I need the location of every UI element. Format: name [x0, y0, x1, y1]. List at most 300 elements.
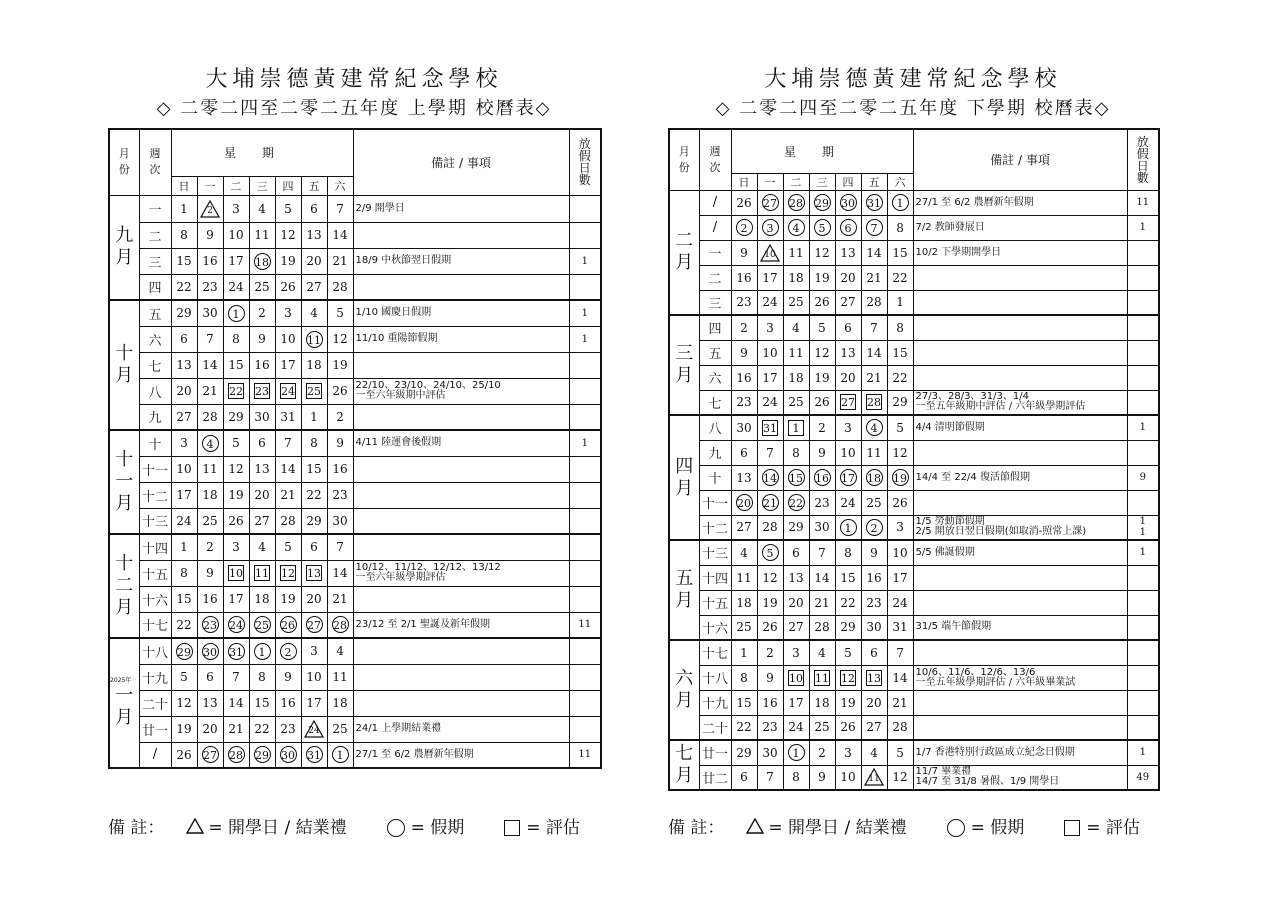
day-cell	[197, 248, 223, 274]
day-number: 19	[176, 722, 192, 736]
note-cell	[353, 690, 569, 716]
day-number: 23	[736, 395, 752, 410]
day-number: 21	[892, 695, 908, 710]
table-row	[109, 508, 601, 534]
table-row	[109, 638, 601, 664]
holiday-circle-mark: 6	[840, 219, 857, 236]
header-weekday-group: 星期	[731, 129, 913, 173]
day-cell	[757, 415, 783, 440]
day-cell	[171, 300, 197, 326]
day-cell	[197, 664, 223, 690]
day-cell	[275, 222, 301, 248]
day-cell	[301, 690, 327, 716]
day-number: 29	[228, 409, 244, 424]
day-number: 31	[892, 620, 908, 635]
day-cell	[757, 565, 783, 590]
day-number: 18	[814, 695, 830, 710]
day-cell	[757, 615, 783, 640]
day-cell	[731, 465, 757, 490]
table-row	[669, 515, 1159, 540]
note-cell	[913, 390, 1127, 415]
day-number: 15	[254, 696, 270, 710]
holiday-circle-mark: 2	[866, 519, 883, 536]
day-cell	[861, 515, 887, 540]
table-row	[669, 740, 1159, 765]
day-number: 6	[870, 645, 878, 660]
holiday-circle-mark: 4	[202, 435, 219, 452]
note-cell	[913, 440, 1127, 465]
assessment-square-mark: 1	[788, 420, 804, 436]
holiday-circle-mark: 1	[892, 194, 909, 211]
day-number: 5	[336, 306, 344, 321]
month-label: 二 月	[675, 230, 694, 274]
day-number: 7	[766, 770, 774, 785]
month-label: 十 一 月	[115, 449, 134, 514]
holiday-count	[1127, 640, 1159, 665]
year-label: 2025年	[110, 677, 132, 684]
assessment-square-mark: 28	[867, 396, 881, 410]
day-cell	[223, 612, 249, 638]
day-cell	[223, 195, 249, 222]
calendar-subtitle: ◇ 二零二四至二零二五年度 下學期 校曆表◇	[715, 98, 1111, 119]
day-cell	[171, 195, 197, 222]
day-cell	[861, 690, 887, 715]
day-number: 25	[814, 720, 830, 735]
week-number: 三	[139, 248, 171, 274]
month-cell	[109, 430, 139, 534]
day-cell	[731, 365, 757, 390]
day-number: 29	[840, 620, 856, 635]
week-number: 十九	[699, 690, 731, 715]
day-cell	[171, 560, 197, 586]
assessment-square-mark: 27	[841, 396, 855, 410]
holiday-count	[1127, 240, 1159, 265]
day-cell	[861, 640, 887, 665]
day-number: 9	[336, 436, 344, 451]
week-number: 十七	[139, 612, 171, 638]
note-cell	[913, 265, 1127, 290]
day-cell	[171, 716, 197, 742]
holiday-count-value: 11	[1136, 197, 1150, 208]
day-cell	[835, 290, 861, 315]
week-number: 廿一	[139, 716, 171, 742]
day-number: 14	[332, 228, 348, 242]
holiday-circle-mark: 29	[176, 643, 193, 660]
day-cell	[861, 465, 887, 490]
day-cell	[301, 482, 327, 508]
day-number: 14	[814, 570, 830, 585]
table-row	[669, 365, 1159, 390]
day-number: 16	[736, 270, 752, 285]
day-cell	[835, 515, 861, 540]
day-number: 30	[254, 409, 270, 424]
header-month: 月 份	[109, 129, 139, 195]
day-cell	[223, 586, 249, 612]
assessment-square-mark: 24	[281, 385, 295, 398]
day-cell	[835, 465, 861, 490]
day-cell	[887, 290, 913, 315]
table-row	[109, 586, 601, 612]
day-cell	[197, 404, 223, 430]
day-cell	[171, 404, 197, 430]
day-cell	[275, 508, 301, 534]
day-number: 27	[788, 620, 804, 635]
day-cell	[171, 612, 197, 638]
day-cell	[327, 638, 353, 664]
holiday-circle-mark: 11	[306, 331, 323, 348]
day-cell	[249, 248, 275, 274]
holiday-count-value: 1	[1139, 516, 1146, 528]
day-cell	[757, 640, 783, 665]
day-number: 27	[736, 520, 752, 535]
day-number: 12	[892, 770, 908, 785]
day-cell	[783, 365, 809, 390]
day-cell	[809, 615, 835, 640]
note-cell	[913, 640, 1127, 665]
day-cell	[327, 560, 353, 586]
month-cell	[109, 534, 139, 638]
day-cell	[275, 274, 301, 300]
note-text: 7/2 教師發展日	[915, 221, 985, 233]
day-cell	[171, 482, 197, 508]
week-number: 十一	[699, 490, 731, 515]
week-number: 二	[699, 265, 731, 290]
table-row	[109, 534, 601, 560]
day-cell	[731, 215, 757, 240]
day-cell	[249, 534, 275, 560]
note-cell	[353, 378, 569, 404]
day-cell	[835, 190, 861, 215]
day-cell	[275, 352, 301, 378]
day-cell	[861, 665, 887, 690]
day-number: 1	[896, 295, 904, 310]
day-number: 15	[176, 592, 192, 606]
weekday-header: 一	[197, 176, 223, 195]
day-cell	[275, 195, 301, 222]
day-cell	[731, 665, 757, 690]
holiday-count	[569, 534, 601, 560]
week-number: 十四	[699, 565, 731, 590]
holiday-count-value: 1	[581, 307, 588, 319]
day-number: 16	[280, 696, 296, 710]
holiday-count-value: 1	[581, 437, 588, 449]
day-cell	[731, 740, 757, 765]
day-number: 7	[336, 201, 344, 216]
day-number: 20	[840, 270, 856, 285]
day-number: 28	[332, 279, 348, 294]
holiday-count	[1127, 415, 1159, 440]
note-cell	[353, 482, 569, 508]
holiday-count	[569, 716, 601, 742]
day-cell	[861, 440, 887, 465]
day-number: 20	[840, 370, 856, 385]
day-cell	[197, 742, 223, 768]
holiday-count	[569, 300, 601, 326]
day-cell	[327, 352, 353, 378]
day-number: 16	[254, 358, 270, 372]
table-row	[669, 240, 1159, 265]
week-number: 十三	[139, 508, 171, 534]
table-row	[109, 326, 601, 352]
holiday-circle-mark: 31	[306, 746, 323, 763]
week-number: 十六	[139, 586, 171, 612]
day-cell	[861, 240, 887, 265]
day-cell	[783, 190, 809, 215]
day-cell	[757, 290, 783, 315]
day-cell	[327, 404, 353, 430]
table-row	[669, 290, 1159, 315]
legend-triangle-text: = 開學日 / 結業禮	[768, 818, 907, 838]
day-cell	[223, 690, 249, 716]
day-number: 12	[176, 696, 192, 710]
day-number: 19	[814, 370, 830, 385]
day-number: 24	[308, 726, 320, 736]
day-number: 3	[896, 520, 904, 535]
day-number: 10	[840, 445, 856, 460]
day-cell	[301, 326, 327, 352]
day-cell	[757, 765, 783, 790]
note-text: 4/11 陸運會後假期	[355, 437, 442, 449]
day-cell	[783, 715, 809, 740]
day-cell	[783, 590, 809, 615]
day-cell	[757, 715, 783, 740]
holiday-circle-mark: 7	[866, 219, 883, 236]
day-number: 22	[892, 370, 908, 385]
holiday-count	[569, 586, 601, 612]
day-cell	[783, 615, 809, 640]
day-number: 9	[740, 245, 748, 260]
table-row	[109, 222, 601, 248]
note-text: 10/2 下學期開學日	[915, 246, 1002, 258]
calendar-subtitle: ◇ 二零二四至二零二五年度 上學期 校曆表◇	[156, 98, 552, 119]
week-number: 三	[699, 290, 731, 315]
day-number: 18	[736, 595, 752, 610]
day-number: 26	[228, 513, 244, 528]
note-text: 10/6、11/6、12/6、13/6	[915, 666, 1036, 678]
day-cell	[223, 534, 249, 560]
day-cell	[249, 638, 275, 664]
day-number: 4	[310, 306, 318, 321]
day-cell	[731, 640, 757, 665]
day-cell	[887, 565, 913, 590]
circle-icon	[947, 819, 965, 837]
week-number: 廿一	[699, 740, 731, 765]
day-cell	[835, 590, 861, 615]
day-number: 12	[332, 332, 348, 346]
day-cell	[783, 265, 809, 290]
note-cell	[353, 560, 569, 586]
day-cell	[327, 534, 353, 560]
note-cell	[353, 430, 569, 456]
day-number: 24	[840, 495, 856, 510]
day-cell	[731, 540, 757, 565]
day-number: 11	[332, 670, 348, 684]
holiday-count	[569, 664, 601, 690]
day-cell	[171, 456, 197, 482]
day-cell	[861, 565, 887, 590]
table-row	[669, 765, 1159, 790]
day-cell	[223, 404, 249, 430]
day-cell	[783, 340, 809, 365]
day-cell	[223, 482, 249, 508]
day-cell	[275, 534, 301, 560]
day-cell	[835, 390, 861, 415]
day-number: 3	[766, 320, 774, 335]
day-cell	[731, 615, 757, 640]
day-number: 6	[206, 670, 214, 684]
day-cell	[301, 404, 327, 430]
week-number: 十五	[699, 590, 731, 615]
day-number: 10	[840, 770, 856, 785]
day-number: 11	[736, 570, 752, 585]
day-cell	[275, 300, 301, 326]
note-cell	[913, 590, 1127, 615]
note-text: 11/10 重陽節假期	[355, 333, 438, 344]
day-number: 20	[202, 722, 218, 736]
day-number: 14	[202, 358, 218, 372]
week-number: 八	[139, 378, 171, 404]
day-cell	[731, 590, 757, 615]
note-cell	[353, 664, 569, 690]
day-cell	[327, 326, 353, 352]
day-number: 13	[736, 470, 752, 485]
day-number: 4	[336, 644, 344, 659]
holiday-count-value: 1	[1139, 527, 1146, 539]
day-cell	[327, 508, 353, 534]
note-text: 14/7 至 31/8 暑假、1/9 開學日	[915, 776, 1060, 788]
day-cell	[275, 664, 301, 690]
day-number: 25	[332, 722, 348, 736]
day-cell	[327, 430, 353, 456]
day-cell	[249, 560, 275, 586]
day-number: 30	[866, 620, 882, 635]
day-cell	[757, 490, 783, 515]
day-number: 24	[762, 295, 778, 310]
day-cell	[835, 440, 861, 465]
week-number: 廿二	[699, 765, 731, 790]
header-holidays: 放 假 日 數	[1127, 129, 1159, 190]
day-cell	[327, 612, 353, 638]
day-cell	[327, 716, 353, 742]
week-number: /	[699, 190, 731, 215]
day-cell	[197, 430, 223, 456]
note-text: 一至五年級學期評估 / 六年級畢業試	[915, 676, 1076, 688]
table-row	[109, 248, 601, 274]
day-number: 11	[254, 228, 270, 242]
table-row	[109, 742, 601, 768]
day-number: 9	[258, 332, 266, 346]
note-text: 22/10、23/10、24/10、25/10	[355, 380, 501, 391]
day-number: 8	[896, 320, 904, 335]
day-number: 31	[280, 409, 296, 424]
day-number: 9	[284, 670, 292, 684]
day-number: 10	[176, 462, 192, 476]
legend-label: 備 註：	[668, 818, 725, 838]
day-cell	[731, 290, 757, 315]
day-number: 30	[814, 520, 830, 535]
day-number: 1	[180, 540, 188, 555]
calendar-table	[668, 128, 1160, 791]
day-number: 23	[736, 295, 752, 310]
week-number: 十三	[699, 540, 731, 565]
holiday-count	[1127, 590, 1159, 615]
day-cell	[887, 215, 913, 240]
note-text: 1/5 勞動節假期	[915, 516, 985, 528]
day-number: 17	[176, 488, 192, 502]
day-cell	[275, 742, 301, 768]
day-cell	[861, 215, 887, 240]
holiday-count	[569, 195, 601, 222]
week-number: 四	[699, 315, 731, 340]
table-row	[669, 465, 1159, 490]
week-number: 六	[139, 326, 171, 352]
day-cell	[171, 378, 197, 404]
day-number: 7	[896, 645, 904, 660]
day-cell	[783, 515, 809, 540]
week-number: 十二	[699, 515, 731, 540]
day-cell	[171, 586, 197, 612]
holiday-circle-mark: 27	[202, 746, 219, 763]
holiday-circle-mark: 27	[762, 194, 779, 211]
day-number: 16	[736, 370, 752, 385]
day-number: 2	[336, 409, 344, 424]
weekday-header: 四	[835, 173, 861, 190]
note-cell	[913, 765, 1127, 790]
holiday-count-value: 49	[1136, 771, 1150, 783]
day-cell	[809, 465, 835, 490]
table-row	[669, 190, 1159, 215]
day-cell	[809, 490, 835, 515]
day-number: 25	[254, 279, 270, 294]
day-cell	[275, 482, 301, 508]
day-number: 17	[228, 254, 244, 268]
day-number: 9	[870, 545, 878, 560]
day-number: 21	[814, 595, 830, 610]
day-number: 25	[202, 513, 218, 528]
day-cell	[887, 490, 913, 515]
day-number: 23	[814, 495, 830, 510]
note-cell	[913, 690, 1127, 715]
holiday-count	[569, 222, 601, 248]
day-number: 1	[740, 645, 748, 660]
day-cell	[887, 765, 913, 790]
day-cell	[887, 240, 913, 265]
day-number: 16	[202, 592, 218, 606]
note-cell	[913, 365, 1127, 390]
holiday-count	[569, 456, 601, 482]
day-number: 12	[814, 245, 830, 260]
holiday-count-value: 1	[1139, 222, 1146, 233]
day-cell	[301, 742, 327, 768]
day-cell	[861, 390, 887, 415]
day-cell	[171, 638, 197, 664]
day-number: 21	[202, 384, 218, 398]
assessment-square-mark: 12	[281, 567, 295, 580]
day-cell	[301, 222, 327, 248]
day-number: 13	[788, 570, 804, 585]
day-cell	[301, 560, 327, 586]
week-number: 十八	[699, 665, 731, 690]
day-number: 29	[176, 306, 192, 321]
month-cell	[669, 415, 699, 540]
holiday-count-value: 1	[1139, 422, 1146, 434]
day-cell	[171, 274, 197, 300]
table-row	[109, 716, 601, 742]
note-cell	[353, 638, 569, 664]
day-number: 23	[866, 595, 882, 610]
day-cell	[887, 340, 913, 365]
day-cell	[861, 315, 887, 340]
